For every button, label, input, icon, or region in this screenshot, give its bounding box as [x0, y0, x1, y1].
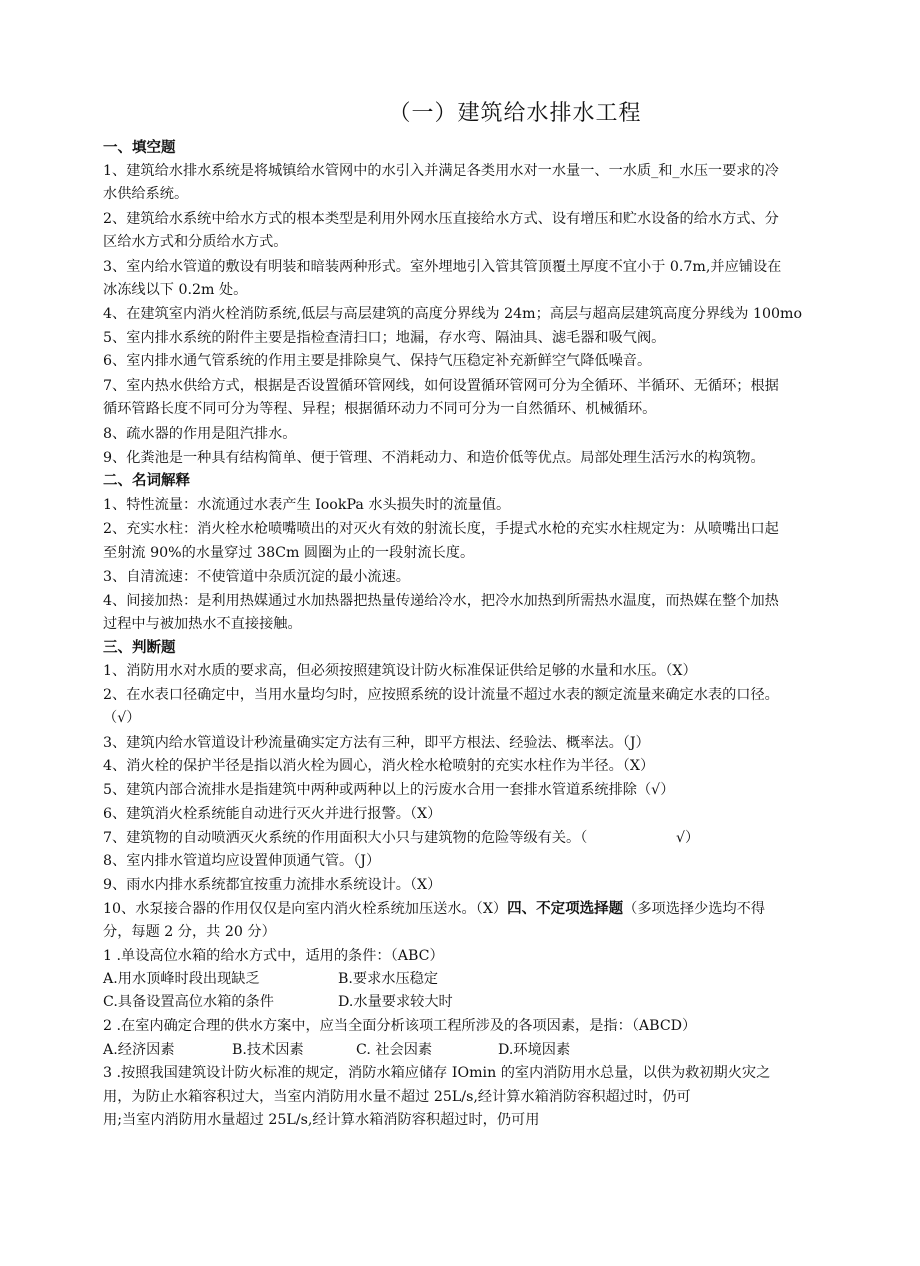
option-b: B.要求水压稳定 [338, 971, 439, 987]
paragraph-line: 水供给系统。 [103, 186, 189, 202]
paragraph-line: 至射流 90%的水量穿过 38Cm 圆圈为止的一段射流长度。 [103, 545, 475, 561]
paragraph-line: 5、建筑内部合流排水是指建筑中两种或两种以上的污废水合用一套排水管道系统排除（√） [103, 782, 675, 798]
option-d: D.环境因素 [498, 1042, 571, 1058]
option-a: A.经济因素 [103, 1042, 175, 1058]
paragraph-line: 4、消火栓的保护半径是指以消火栓为圆心，消火栓水枪喷射的充实水柱作为半径。（X） [103, 758, 655, 774]
paragraph-line: 区给水方式和分质给水方式。 [103, 234, 288, 250]
paragraph-line: 2、建筑给水系统中给水方式的根本类型是利用外网水压直接给水方式、设有增压和贮水设备的给水方式、分 [103, 211, 779, 227]
paragraph-line: 4、在建筑室内消火栓消防系统,低层与高层建筑的高度分界线为 24m；高层与超高层建筑高度分界线为 100mo [103, 306, 803, 322]
paragraph-line: 用，为防止水箱容积过大，当室内消防用水量不超过 25L/s,经计算水箱消防容积超过时，仍可 [103, 1089, 691, 1105]
question-line: 1 .单设高位水箱的给水方式中，适用的条件：（ABC） [103, 948, 444, 964]
section-heading-true-false: 三、判断题 [103, 640, 176, 656]
paragraph-line: 1、建筑给水排水系统是将城镇给水管网中的水引入并满足各类用水对一水量一、一水质_和_水压一要求的冷 [103, 163, 779, 179]
paragraph-line: 5、室内排水系统的附件主要是指检查清扫口；地漏，存水弯、隔油具、滤毛器和吸气阀。 [103, 330, 666, 346]
paragraph-line: 3、自清流速：不使管道中杂质沉淀的最小流速。 [103, 569, 410, 585]
option-c: C.具备设置高位水箱的条件 [103, 994, 274, 1010]
question-text: 10、水泵接合器的作用仅仅是向室内消火栓系统加压送水。（X） [103, 901, 508, 917]
section-heading-fill-blank: 一、填空题 [103, 140, 176, 156]
paragraph-line: 7、建筑物的自动喷洒灭火系统的作用面积大小只与建筑物的危险等级有关。（ [103, 830, 588, 846]
paragraph-line: 9、雨水内排水系统都宜按重力流排水系统设计。（X） [103, 877, 442, 893]
paragraph-line: 7、室内热水供给方式，根据是否设置循环管网线，如何设置循环管网可分为全循环、半循环、无循环；根据 [103, 378, 779, 394]
option-c: C. 社会因素 [356, 1042, 433, 1058]
section-note: （多项选择少选均不得 [623, 901, 766, 917]
option-a: A.用水顶峰时段出现缺乏 [103, 971, 260, 987]
paragraph-line: 8、疏水器的作用是阻汽排水。 [103, 426, 297, 442]
paragraph-line: 6、室内排水通气管系统的作用主要是排除臭气、保持气压稳定补充新鲜空气降低噪音。 [103, 353, 652, 369]
paragraph-line: 分，每题 2 分，共 20 分） [103, 924, 276, 940]
paragraph-line: 用;当室内消防用水量超过 25L/s,经计算水箱消防容积超过时，仍可用 [103, 1112, 540, 1128]
section-heading-terms: 二、名词解释 [103, 473, 190, 489]
paragraph-line [103, 899, 765, 919]
section-heading-multiple-choice: 四、不定项选择题 [507, 901, 624, 917]
paragraph-line: 过程中与被加热水不直接接触。 [103, 616, 302, 632]
paragraph-line: 2、在水表口径确定中，当用水量均匀时，应按照系统的设计流量不超过水表的额定流量来确定水表的口径。 [103, 687, 779, 703]
paragraph-line: 9、化粪池是一种具有结构简单、便于管理、不消耗动力、和造价低等优点。局部处理生活污水的构筑物。 [103, 450, 765, 466]
paragraph-line: 循环管路长度不同可分为等程、异程；根据循环动力不同可分为一自然循环、机械循环。 [103, 401, 657, 417]
paragraph-line: 8、室内排水管道均应设置伸顶通气管。（J） [103, 853, 381, 869]
paragraph-line: 2、充实水柱：消火栓水枪喷嘴喷出的对灭火有效的射流长度，手提式水枪的充实水柱规定为：从喷嘴出口起 [103, 521, 779, 537]
paragraph-line: 1、消防用水对水质的要求高，但必须按照建筑设计防火标准保证供给足够的水量和水压。（X） [103, 663, 697, 679]
paragraph-line: 6、建筑消火栓系统能自动进行灭火并进行报警。（X） [103, 806, 442, 822]
paragraph-line: 1、特性流量：水流通过水表产生 IookPa 水头损失时的流量值。 [103, 497, 511, 513]
paragraph-line: 3、建筑内给水管道设计秒流量确实定方法有三种，即平方根法、经验法、概率法。（J） [103, 735, 650, 751]
paragraph-line: 4、间接加热：是利用热媒通过水加热器把热量传递给冷水，把冷水加热到所需热水温度，而热媒在整个加热 [103, 593, 779, 609]
answer-mark: √） [676, 830, 700, 846]
question-line: 2 .在室内确定合理的供水方案中，应当全面分析该项工程所涉及的各项因素，是指：（ABCD） [103, 1018, 697, 1034]
paragraph-line: 冰冻线以下 0.2m 处。 [103, 282, 248, 298]
question-line: 3 .按照我国建筑设计防火标准的规定，消防水箱应储存 IOmin 的室内消防用水总量，以供为救初期火灾之 [103, 1065, 771, 1081]
page-title: （一）建筑给水排水工程 [388, 101, 642, 126]
paragraph-line: 3、室内给水管道的敷设有明装和暗装两种形式。室外埋地引入管其管顶覆土厚度不宜小于 0.7m,并应铺设在 [103, 259, 782, 275]
option-b: B.技术因素 [232, 1042, 304, 1058]
paragraph-line: （√） [103, 710, 141, 726]
option-d: D.水量要求较大时 [338, 994, 453, 1010]
